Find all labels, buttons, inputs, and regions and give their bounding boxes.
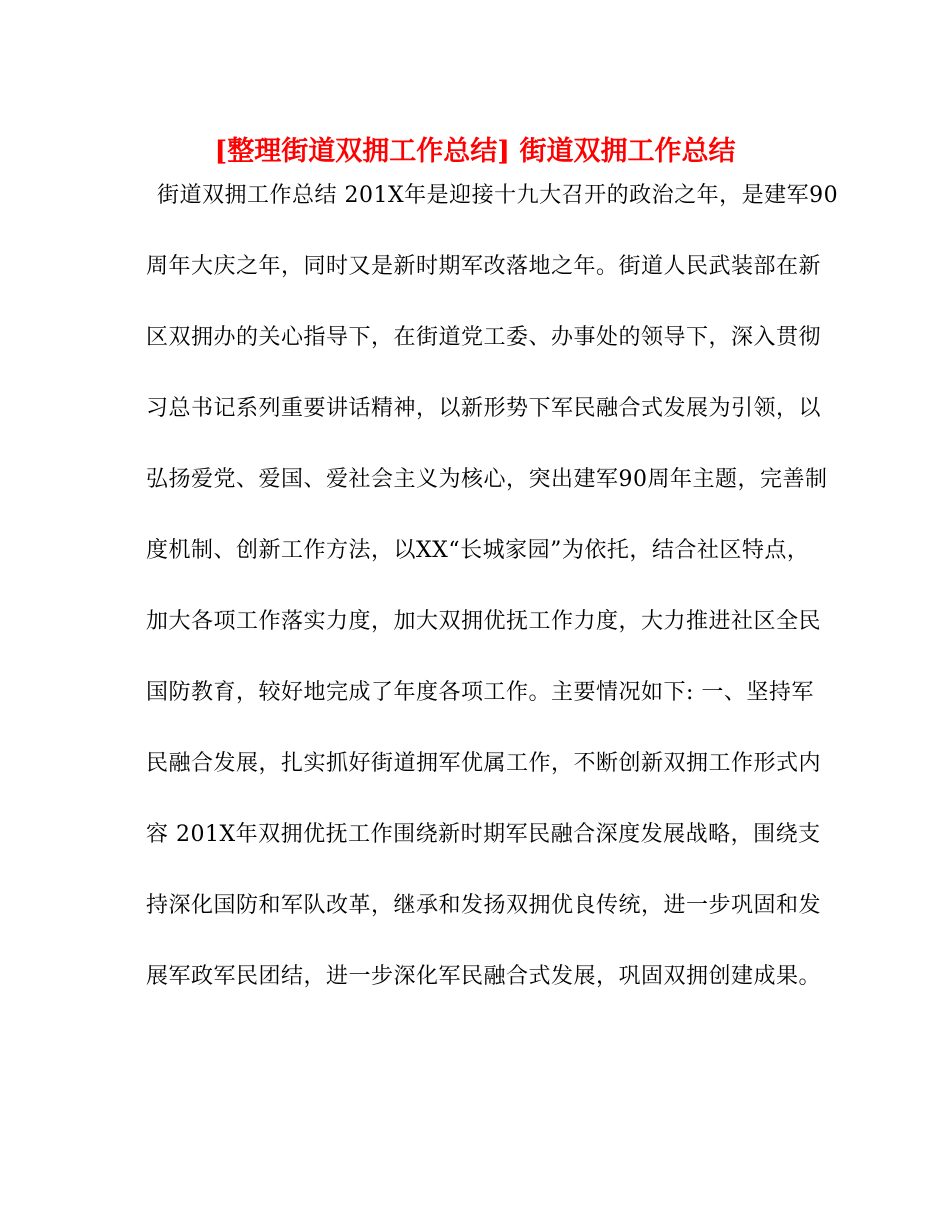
document-title: [整理街道双拥工作总结] 街道双拥工作总结 — [214, 136, 736, 167]
body-line: 展军政军民团结，进一步深化军民融合式发展，巩固双拥创建成果。 — [146, 964, 822, 989]
document-body — [146, 160, 839, 1012]
body-line: 加大各项工作落实力度，加大双拥优抚工作力度，大力推进社区全民 — [146, 609, 822, 634]
body-line: 弘扬爱党、爱国、爱社会主义为核心，突出建军90周年主题，完善制 — [146, 467, 828, 492]
body-line: 街道双拥工作总结 201X年是迎接十九大召开的政治之年，是建军90 — [157, 183, 839, 208]
body-line: 区双拥办的关心指导下，在街道党工委、办事处的领导下，深入贯彻 — [146, 325, 822, 350]
body-line: 容 201X年双拥优抚工作围绕新时期军民融合深度发展战略，围绕支 — [146, 822, 821, 847]
body-line: 国防教育，较好地完成了年度各项工作。主要情况如下: 一、坚持军 — [146, 680, 814, 705]
body-line: 民融合发展，扎实抓好街道拥军优属工作，不断创新双拥工作形式内 — [146, 751, 822, 776]
body-line: 习总书记系列重要讲话精神，以新形势下军民融合式发展为引领，以 — [146, 396, 822, 421]
body-line: 持深化国防和军队改革，继承和发扬双拥优良传统，进一步巩固和发 — [146, 893, 822, 918]
body-line: 度机制、创新工作方法，以XX“长城家园”为依托，结合社区特点， — [146, 538, 810, 563]
body-line: 周年大庆之年，同时又是新时期军改落地之年。街道人民武装部在新 — [146, 254, 822, 279]
